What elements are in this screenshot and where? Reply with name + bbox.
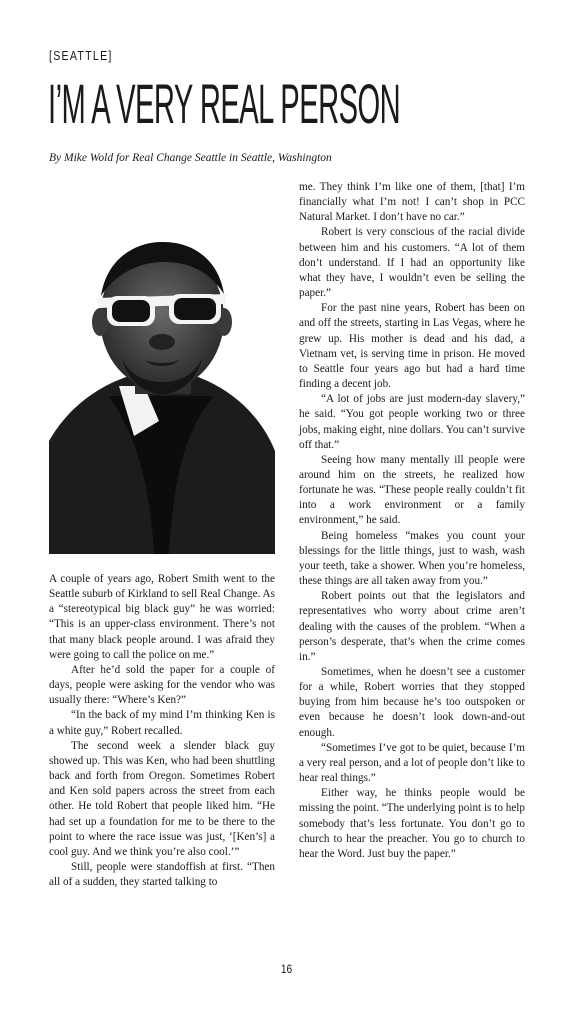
headline: I’M A VERY REAL PERSON [48,72,401,135]
paragraph: “A lot of jobs are just modern-day slavery,” he said. “You got people working two or three jobs, making eight, nine dollars. You can’t survive off that.” [299,393,525,451]
article-column-2 [299,180,525,862]
paragraph: After he’d sold the paper for a couple of days, people were asking for the vendor who was usually there: “Where’s Ken?” [49,663,275,707]
page-number: 16 [280,962,293,976]
paragraph: For the past nine years, Robert has been on and off the streets, starting in Las Vegas, where he grew up. His mother is dead and his dad, a Vietnam vet, is serving time in prison. He moved to Seattle four years ago but had a hard time finding a decent job. [299,302,525,391]
byline: By Mike Wold for Real Change Seattle in Seattle, Washington [49,152,332,164]
paragraph: Robert points out that the legislators and representatives who worry about crime aren’t dealing with the causes of the problem. “When a person’s desperate, that’s when the crime comes in.” [299,590,525,663]
paragraph: Being homeless “makes you count your blessings for the little things, just to wash, wash your teeth, take a shower. When you’re homeless, these things are all taken away from you.” [299,529,525,588]
vendor-portrait-photo [49,236,275,554]
paragraph: Still, people were standoffish at first. “Then all of a sudden, they started talking to [49,860,275,889]
article-column-1 [49,572,275,890]
paragraph: A couple of years ago, Robert Smith went to the Seattle suburb of Kirkland to sell Real Change. As a “stereotypical big black guy” he was worried: “This is an upper-class environment. There’s not that many black people around. I was afraid they were going to call the police on me.” [49,573,275,661]
portrait-illustration [49,236,275,554]
paragraph: Either way, he thinks people would be missing the point. “The underlying point is to help somebody that’s less fortunate. You don’t go to church to hear the preacher. You go to church to hear the Word. Just buy the paper.” [299,787,525,860]
paragraph: “In the back of my mind I’m thinking Ken is a white guy,” Robert recalled. [49,709,275,737]
paragraph: The second week a slender black guy showed up. This was Ken, who had been shuttling back and forth from Oregon. Sometimes Robert and Ken sold papers across the street from each other. He told Robert that people liked him. “He had set up a foundation for me to be there to the point to where the race issue was just, ‘[Ken’s] a cool guy. And we think you’re also cool.’” [49,739,275,858]
section-kicker: [SEATTLE] [49,48,113,63]
paragraph: Robert is very conscious of the racial divide between him and his customers. “A lot of them don’t understand. If I had an opportunity like what they have, I wouldn’t even be selling the paper.” [299,226,525,300]
paragraph: Sometimes, when he doesn’t see a customer for a while, Robert worries that they stopped buying from him because he’s too outspoken or even because he doesn’t look down-and-out enough. [299,666,525,739]
paragraph: “Sometimes I’ve got to be quiet, because I’m a very real person, and a lot of people don’t like to hear real things.” [299,741,525,785]
paragraph: me. They think I’m like one of them, [that] I’m financially what I’m not! I can’t shop in PCC Natural Market. I don’t have no car.” [299,181,525,224]
paragraph: Seeing how many mentally ill people were around him on the streets, he realized how fortunate he was. “These people really couldn’t fit into a work environment or a family environment,” he said. [299,453,525,527]
